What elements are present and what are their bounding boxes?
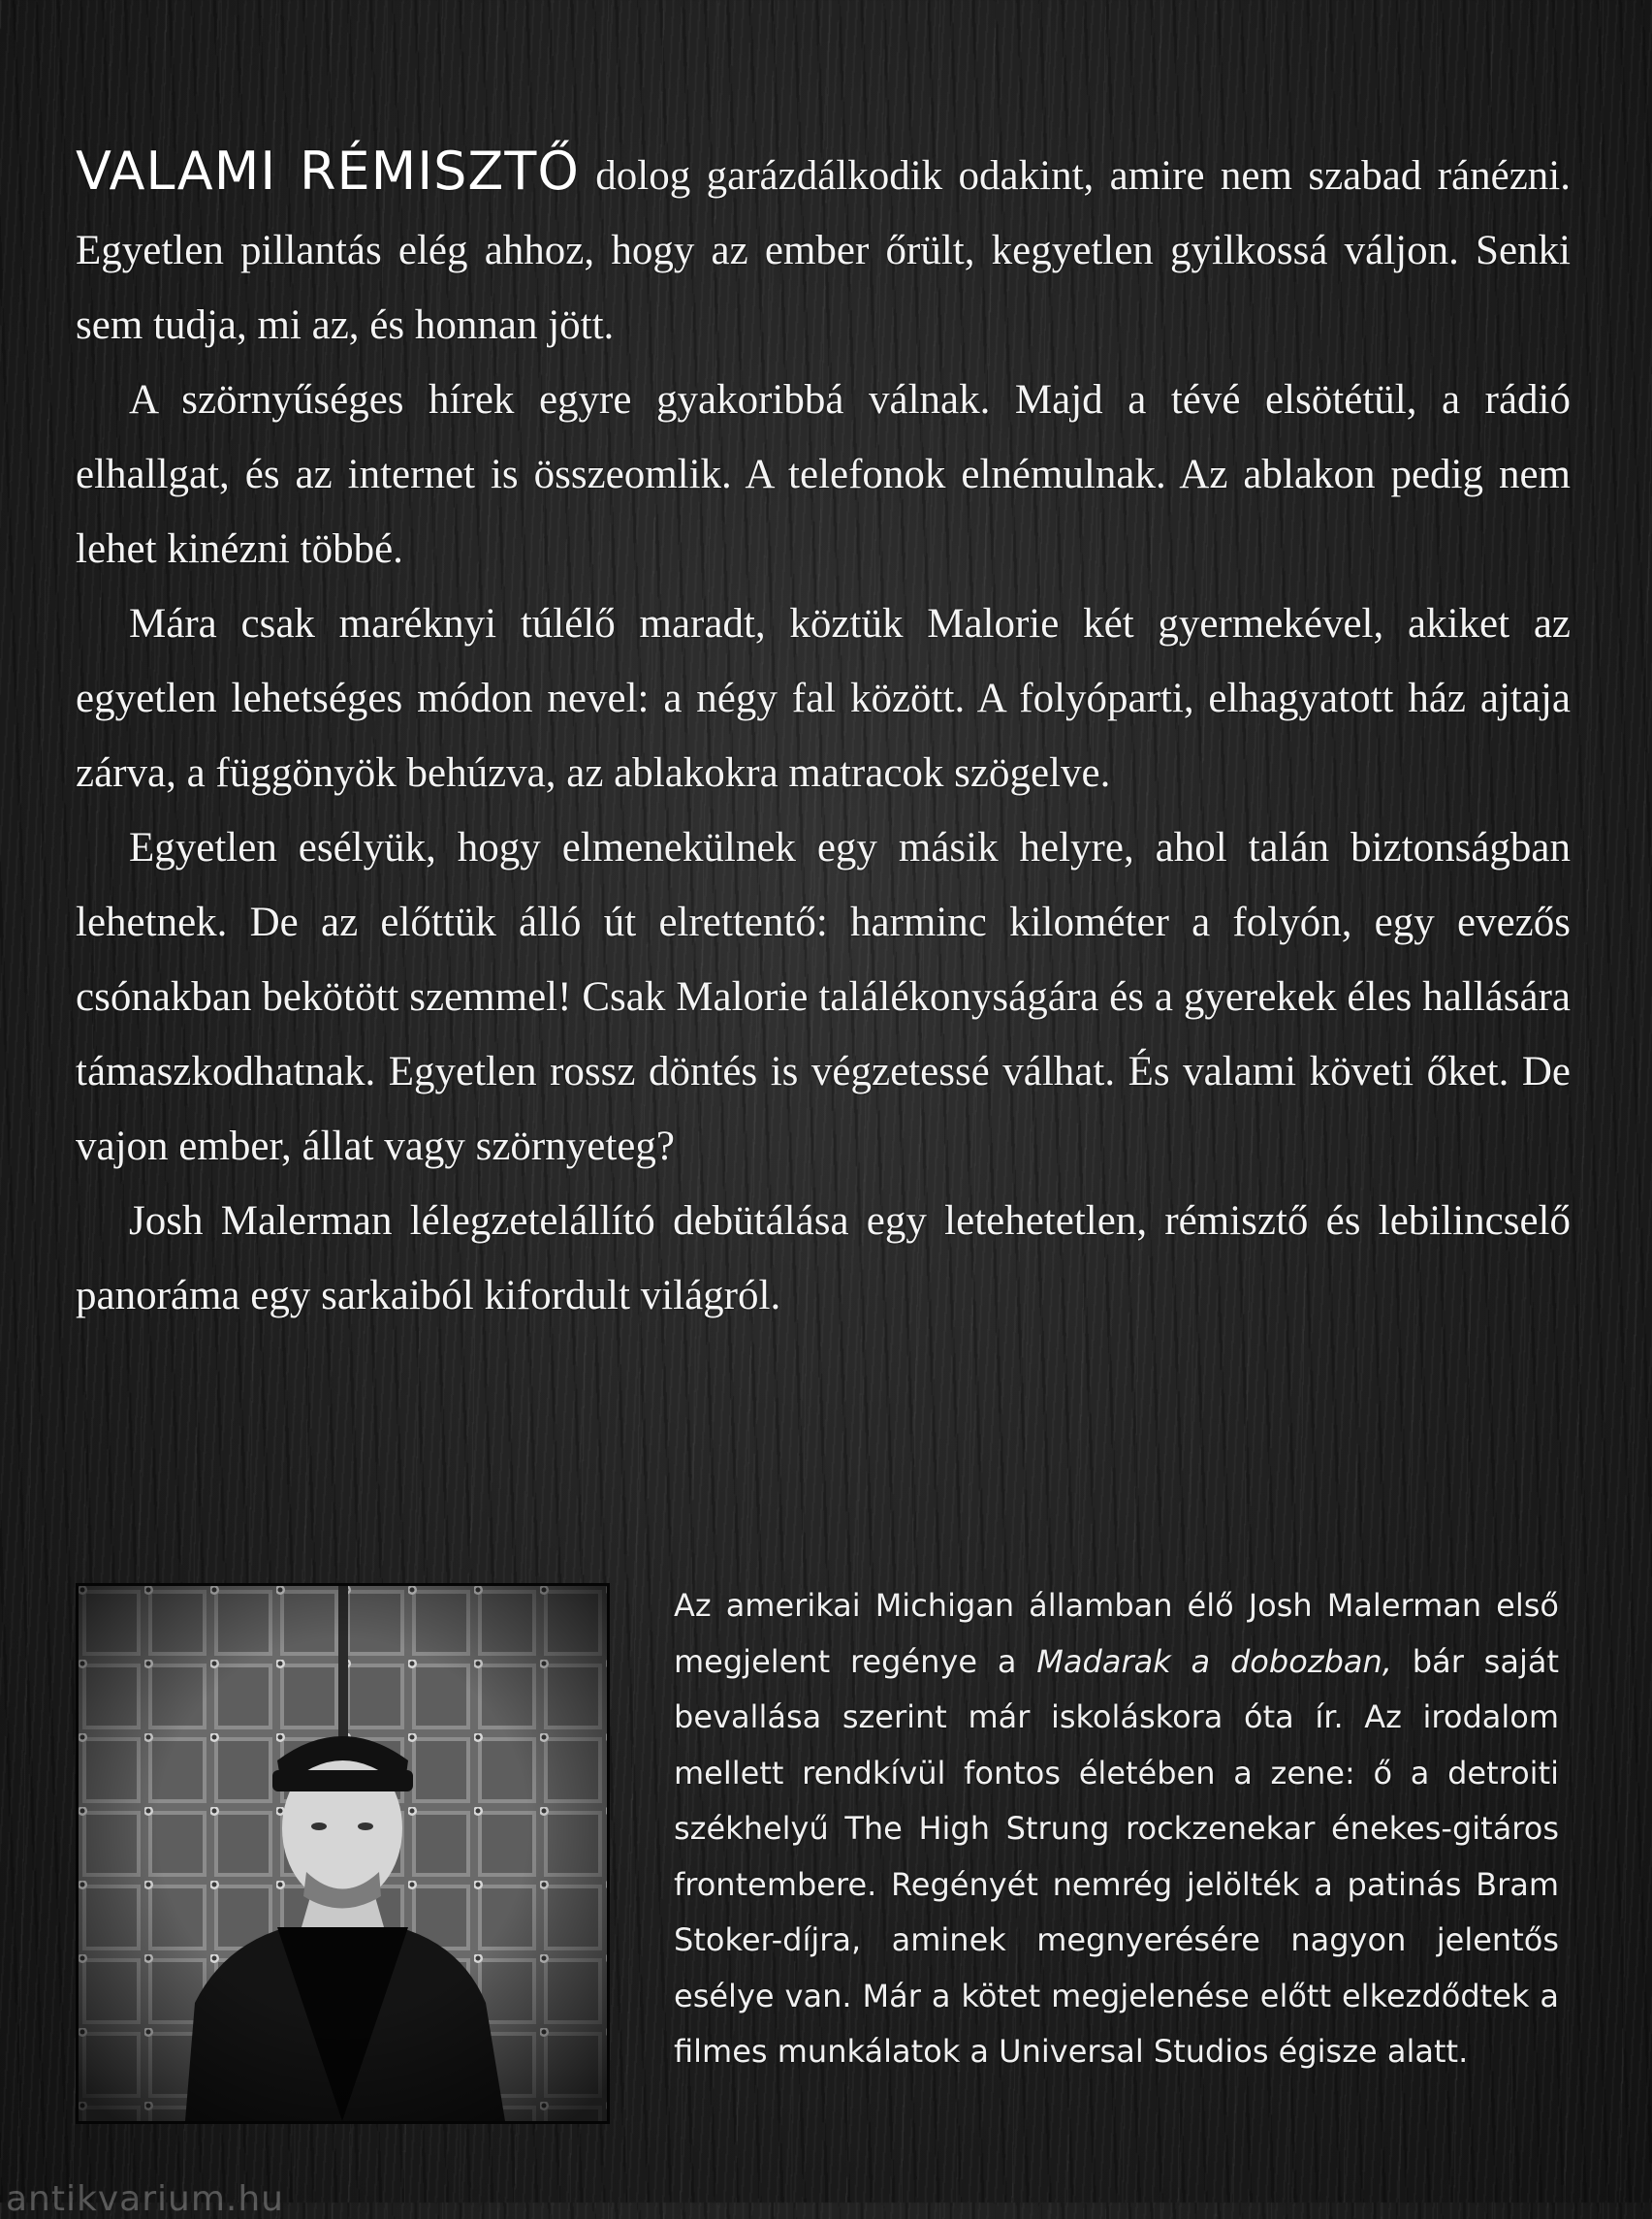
blurb-paragraph: Mára csak maréknyi túlélő maradt, köztük Malorie két gyermekével, akiket az egyetlen lehetséges módon nevel: a négy fal között. A folyóparti, elhagyatott ház ajtaja zárva, a függönyök behúzva, az ablakokra matracok szögelve. [76, 601, 1571, 796]
watermark: antikvarium.hu [6, 2179, 284, 2219]
author-bio [674, 1578, 1559, 2080]
blurb-paragraph-1-text: dolog garázdálkodik odakint, amire nem szabad ránézni. Egyetlen pillantás elég ahhoz, hogy az ember őrült, kegyetlen gyilkossá váljon. Senki sem tudja, mi az, és honnan jött. [76, 153, 1571, 348]
blurb-paragraph: Egyetlen esélyük, hogy elmenekülnek egy másik helyre, ahol talán biztonságban lehetnek. De az előttük álló út elrettentő: harminc kilométer a folyón, egy evezős csónakban bekötött szemmel! Csak Malorie találékonyságára és a gyerekek éles hallására támaszkodhatnak. Egyetlen rossz döntés is végzetessé válhat. És valami követi őket. De vajon ember, állat vagy szörnyeteg? [76, 825, 1571, 1169]
bio-book-title: Madarak a dobozban, [1036, 1642, 1392, 1680]
blurb-paragraph [76, 134, 1571, 363]
bio-text: bár saját bevallása szerint már iskoláskora óta ír. Az irodalom mellett rendkívül fontos életében a zene: ő a detroiti székhelyű The High Strung rockzenekar énekes-gitáros frontembere. Regényét nemrég jelölték a patinás Bram Stoker-díjra, aminek megnyerésére nagyon jelentős esélye van. Már a kötet megjelenése előtt elkezdődtek a filmes munkálatok a Universal Studios égisze alatt. [674, 1642, 1560, 2070]
blurb-paragraph: A szörnyűséges hírek egyre gyakoribbá válnak. Majd a tévé elsötétül, a rádió elhallgat, és az internet is összeomlik. A telefonok elnémulnak. Az ablakon pedig nem lehet kinézni többé. [76, 377, 1571, 572]
bio-text: Az amerikai Michigan államban élő Josh Malerman első megjelent regénye a [674, 1587, 1559, 1680]
book-blurb [76, 134, 1571, 1333]
blurb-paragraph: Josh Malerman lélegzetelállító debütálása egy letehetetlen, rémisztő és lebilincselő panoráma egy sarkaiból kifordult világról. [76, 1198, 1571, 1318]
blurb-lead-heading: VALAMI RÉMISZTŐ [76, 141, 580, 202]
author-photo [76, 1583, 610, 2124]
